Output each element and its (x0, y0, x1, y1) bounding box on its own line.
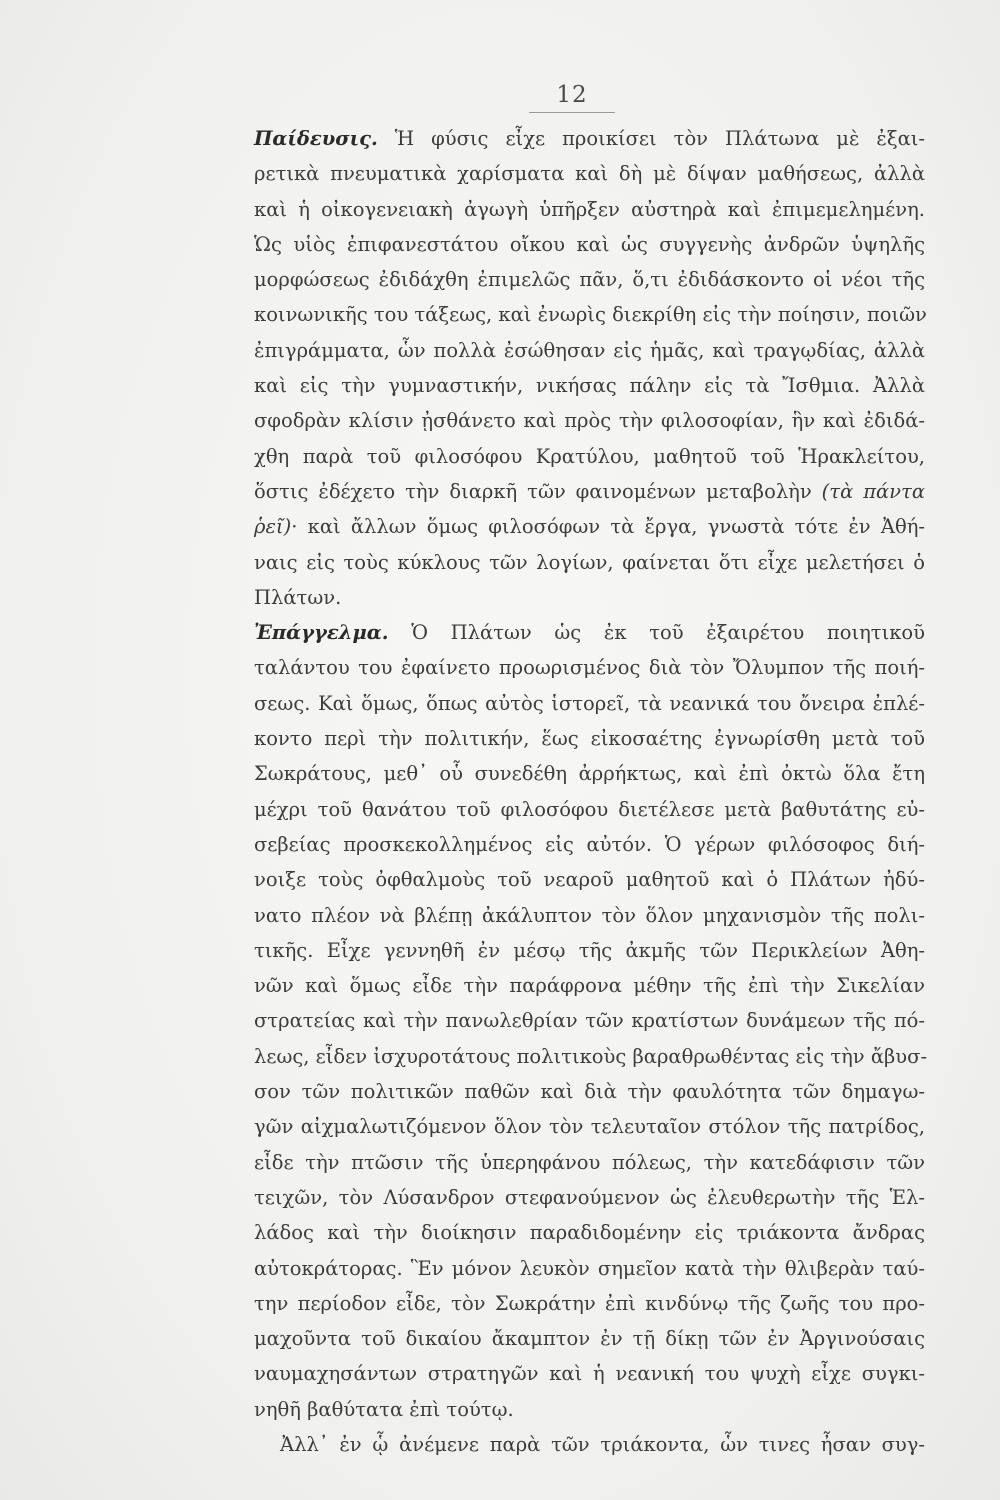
paragraph-line: κοντο περὶ τὴν πολιτικήν, ἕως εἰκοσαέτης ἐγνωρίσθη μετὰ τοῦ (254, 727, 925, 751)
paragraph-line: Παίδευσις. Ἡ φύσις εἶχε προικίσει τὸν Πλάτωνα μὲ ἐξαι- (254, 127, 926, 150)
paragraph-line: λάδος καὶ τὴν διοίκησιν παραδιδομένην εἰς τριάκοντα ἄνδρας (254, 1221, 925, 1245)
paragraph-line: νοιξε τοὺς ὀφθαλμοὺς τοῦ νεαροῦ μαθητοῦ καὶ ὁ Πλάτων ἠδύ- (254, 868, 925, 892)
paragraph-line: γῶν αἰχμαλωτιζόμενον ὅλον τὸν τελευταῖον στόλον τῆς πατρίδος, (254, 1115, 925, 1139)
paragraph-line: λεως, εἶδεν ἰσχυροτάτους πολιτικοὺς βαραθρωθέντας εἰς τὴν ἄβυσ- (254, 1044, 928, 1068)
paragraph-line: Ἀλλ᾽ ἐν ᾧ ἀνέμενε παρὰ τῶν τριάκοντα, ὧν τινες ἦσαν συγ- (280, 1432, 925, 1456)
gloss-text-end: ῥεῖ) (254, 515, 292, 539)
section-heading-epaggelma: Ἐπάγγελμα. (254, 621, 389, 645)
page-number-rule (529, 112, 615, 113)
paragraph-line: τικῆς. Εἶχε γεννηθῆ ἐν μέσῳ τῆς ἀκμῆς τῶν Περικλείων Ἀθη- (254, 938, 925, 962)
paragraph-line: ναυμαχησάντων στρατηγῶν καὶ ἡ νεανική του ψυχὴ εἶχε συγκι- (254, 1362, 925, 1386)
paragraph-line: Ἐπάγγελμα. Ὁ Πλάτων ὡς ἐκ τοῦ ἐξαιρέτου ποιητικοῦ (254, 621, 926, 645)
paragraph-line: χθη παρὰ τοῦ φιλοσόφου Κρατύλου, μαθητοῦ τοῦ Ἡρακλείτου, (254, 444, 925, 468)
paragraph-line: σφοδρὰν κλίσιν ᾐσθάνετο καὶ πρὸς τὴν φιλοσοφίαν, ἣν καὶ ἐδιδά- (254, 409, 925, 433)
paragraph-line: ῥεῖ)· καὶ ἄλλων ὅμως φιλοσόφων τὰ ἔργα, γνωστὰ τότε ἐν Ἀθή- (254, 515, 925, 539)
paragraph-line: νατο πλέον νὰ βλέπῃ ἀκάλυπτον τὸν ὅλον μηχανισμὸν τῆς πολι- (254, 903, 925, 927)
paragraph-line: αὐτοκράτορας. Ἓν μόνον λευκὸν σημεῖον κατὰ τὴν θλιβερὰν ταύ- (254, 1256, 925, 1280)
paragraph-line: Πλάτων. (254, 585, 342, 609)
paragraph-line: νῶν καὶ ὅμως εἶδε τὴν παράφρονα μέθην τῆς ἐπὶ τὴν Σικελίαν (254, 974, 925, 998)
paragraph-line: σεβείας προσκεκολλημένος εἰς αὐτόν. Ὁ γέρων φιλόσοφος διή- (254, 832, 925, 856)
paragraph-line: Σωκράτους, μεθ᾽ οὗ συνεδέθη ἀρρήκτως, καὶ ἐπὶ ὀκτὼ ὅλα ἔτη (254, 762, 925, 786)
paragraph-line: καὶ ἡ οἰκογενειακὴ ἀγωγὴ ὑπῆρξεν αὐστηρὰ καὶ ἐπιμεμελημένη. (254, 197, 925, 221)
paragraph-line: ἐπιγράμματα, ὧν πολλὰ ἐσώθησαν εἰς ἡμᾶς, καὶ τραγῳδίας, ἀλλὰ (254, 338, 925, 362)
paragraph-line: τειχῶν, τὸν Λύσανδρον στεφανούμενον ὡς ἐλευθερωτὴν τῆς Ἑλ- (254, 1185, 925, 1209)
paragraph-line: μορφώσεως ἐδιδάχθη ἐπιμελῶς πᾶν, ὅ,τι ἐδιδάσκοντο οἱ νέοι τῆς (254, 268, 925, 292)
paragraph-line: σον τῶν πολιτικῶν παθῶν καὶ διὰ τὴν φαυλότητα τῶν δημαγω- (254, 1080, 925, 1104)
paragraph-line: την περίοδον εἶδε, τὸν Σωκράτην ἐπὶ κινδύνῳ τῆς ζωῆς του προ- (254, 1291, 925, 1315)
gloss-text: (τὰ πάντα (821, 479, 925, 503)
paragraph-line: ὅστις ἐδέχετο τὴν διαρκῆ τῶν φαινομένων μεταβολὴν (τὰ πάντα (254, 479, 925, 503)
paragraph-line: ναις εἰς τοὺς κύκλους τῶν λογίων, φαίνεται ὅτι εἶχε μελετήσει ὁ (254, 550, 925, 574)
paragraph-line: στρατείας καὶ τὴν πανωλεθρίαν τῶν κρατίστων δυνάμεων τῆς πό- (254, 1009, 925, 1033)
paragraph-line: σεως. Καὶ ὅμως, ὅπως αὐτὸς ἱστορεῖ, τὰ νεανικά του ὄνειρα ἐπλέ- (254, 691, 925, 715)
paragraph-line: καὶ εἰς τὴν γυμναστικήν, νικήσας πάλην εἰς τὰ Ἴσθμια. Ἀλλὰ (254, 374, 925, 398)
paragraph-line: μέχρι τοῦ θανάτου τοῦ φιλοσόφου διετέλεσε μετὰ βαθυτάτης εὐ- (254, 797, 925, 821)
paragraph-line: μαχοῦντα τοῦ δικαίου ἄκαμπτον ἐν τῇ δίκῃ τῶν ἐν Ἀργινούσαις (254, 1327, 925, 1351)
page-number: 12 (556, 82, 588, 108)
paragraph-line: εἶδε τὴν πτῶσιν τῆς ὑπερηφάνου πόλεως, τὴν κατεδάφισιν τῶν (254, 1150, 925, 1174)
paragraph-line: ρετικὰ πνευματικὰ χαρίσματα καὶ δὴ μὲ δίψαν μαθήσεως, ἀλλὰ (254, 162, 925, 186)
paragraph-line: ταλάντου του ἐφαίνετο προωρισμένος διὰ τὸν Ὄλυμπον τῆς ποιή- (254, 656, 925, 680)
paragraph-line: Ὡς υἱὸς ἐπιφανεστάτου οἴκου καὶ ὡς συγγενὴς ἀνδρῶν ὑψηλῆς (254, 232, 925, 256)
paragraph-line: κοινωνικῆς του τάξεως, καὶ ἐνωρὶς διεκρίθη εἰς τὴν ποίησιν, ποιῶν (254, 303, 927, 327)
paragraph-line: νηθῆ βαθύτατα ἐπὶ τούτῳ. (254, 1397, 514, 1421)
section-heading-paideusis: Παίδευσις. (254, 127, 378, 150)
body-text (254, 121, 928, 1462)
